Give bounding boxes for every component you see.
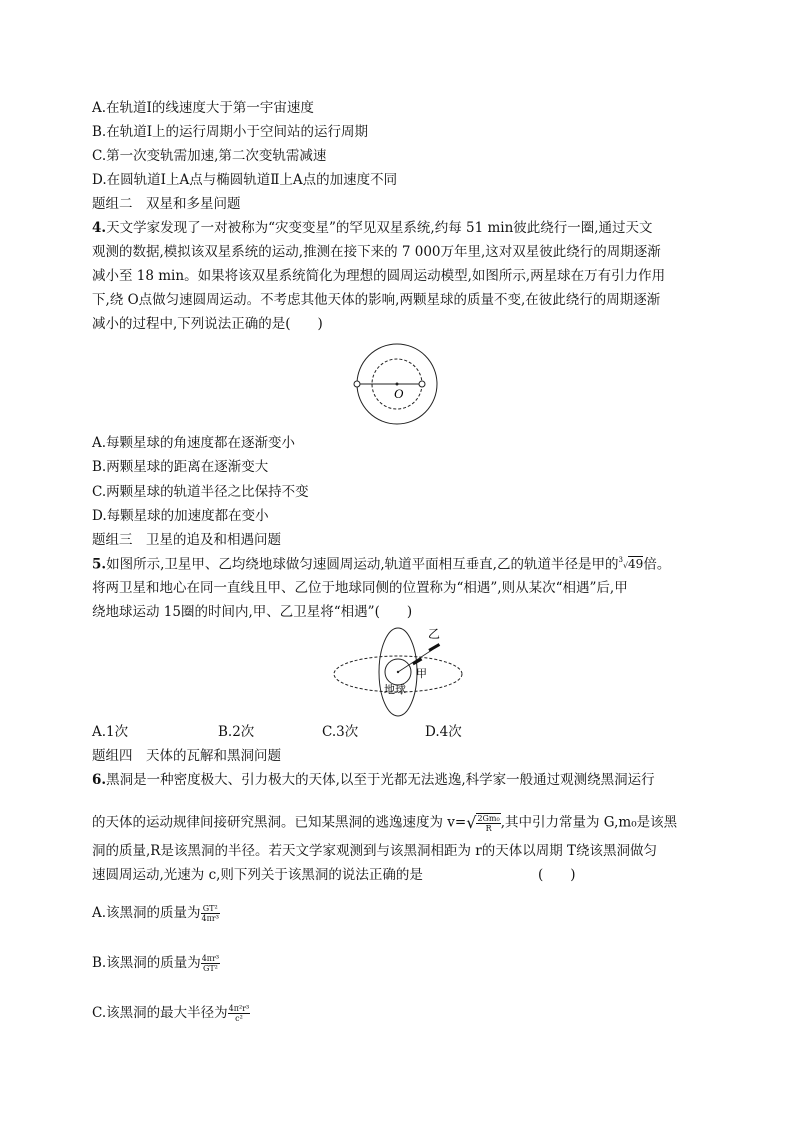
q5-option-c: C.3次 bbox=[322, 724, 359, 740]
q6-option-c bbox=[92, 1004, 250, 1023]
option-a-numerator: GT² bbox=[201, 904, 220, 914]
q6-text-2-pre: 的天体的运动规律间接研究黑洞。已知某黑洞的逃逸速度为 v= bbox=[92, 814, 467, 831]
q3-option-d: D.在圆轨道Ⅰ上A点与椭圆轨道Ⅱ上A点的加速度不同 bbox=[92, 172, 398, 188]
option-b-denominator: GT² bbox=[202, 964, 218, 973]
satellite-yi bbox=[428, 643, 440, 652]
q4-option-d: D.每颗星球的加速度都在变小 bbox=[92, 508, 269, 524]
q4-option-a: A.每颗星球的角速度都在逐渐变小 bbox=[92, 435, 296, 451]
option-c-denominator: c² bbox=[235, 1014, 243, 1023]
label-earth: 地球 bbox=[384, 683, 406, 696]
q6-option-c-text: C.该黑洞的最大半径为 bbox=[92, 1005, 228, 1021]
center-label: O bbox=[394, 386, 404, 401]
q6-option-b-fraction bbox=[201, 954, 220, 973]
q4-option-b: B.两颗星球的距离在逐渐变大 bbox=[92, 459, 269, 475]
q6-text-4: 速圆周运动,光速为 c,则下列关于该黑洞的说法正确的是 bbox=[92, 867, 423, 883]
q6-option-a bbox=[92, 904, 220, 923]
q6-option-c-fraction bbox=[228, 1004, 251, 1023]
root-value: 49 bbox=[628, 557, 644, 571]
label-yi: 乙 bbox=[428, 627, 441, 641]
root-index: 3 bbox=[618, 556, 623, 564]
q5-text-1-end: 倍。 bbox=[643, 556, 671, 573]
q6-line-4 bbox=[92, 866, 576, 884]
satellite-orbit-figure bbox=[330, 624, 465, 720]
cube-root-expression: 3√49 bbox=[618, 556, 644, 571]
q4-number: 4. bbox=[92, 220, 107, 236]
q4-option-c: C.两颗星球的轨道半径之比保持不变 bbox=[92, 484, 309, 500]
q3-option-a: A.在轨道Ⅰ的线速度大于第一宇宙速度 bbox=[92, 100, 314, 116]
q5-option-a: A.1次 bbox=[92, 724, 129, 740]
binary-star-figure bbox=[350, 340, 445, 430]
escape-numerator: 2Gm₀ bbox=[477, 814, 500, 823]
q6-answer-paren: ( ) bbox=[538, 867, 576, 883]
q6-line-3: 洞的质量,R是该黑洞的半径。若天文学家观测到与该黑洞相距为 r的天体以周期 T绕该黑洞做匀 bbox=[92, 843, 657, 859]
q5-number: 5. bbox=[92, 556, 107, 573]
q6-number: 6. bbox=[92, 772, 107, 788]
star-left bbox=[354, 381, 360, 387]
sqrt-sign: √ bbox=[466, 813, 477, 832]
q5-option-d: D.4次 bbox=[425, 724, 462, 740]
section-title-group4: 题组四 天体的瓦解和黑洞问题 bbox=[92, 748, 281, 764]
q5-text-1: 如图所示,卫星甲、乙均绕地球做匀速圆周运动,轨道平面相互垂直,乙的轨道半径是甲的 bbox=[106, 556, 619, 573]
option-c-numerator: 4π²r³ bbox=[228, 1004, 250, 1013]
section-title-group3: 题组三 卫星的追及和相遇问题 bbox=[92, 532, 281, 548]
q6-line-1 bbox=[92, 771, 655, 789]
section-title-group2: 题组二 双星和多星问题 bbox=[92, 196, 241, 212]
q5-line-2: 将两卫星和地心在同一直线且甲、乙位于地球同侧的位置称为“相遇”,则从某次“相遇”后,甲 bbox=[92, 580, 628, 596]
q6-text-1: 黑洞是一种密度极大、引力极大的天体,以至于光都无法逃逸,科学家一般通过观测绕黑洞运行 bbox=[106, 772, 655, 788]
escape-denominator: R bbox=[485, 824, 492, 833]
q3-option-c: C.第一次变轨需加速,第二次变轨需减速 bbox=[92, 148, 327, 164]
escape-velocity-fraction bbox=[476, 813, 500, 833]
star-right bbox=[419, 381, 425, 387]
option-a-denominator: 4πr³ bbox=[201, 914, 219, 923]
q6-option-a-fraction bbox=[201, 904, 220, 923]
q5-option-b: B.2次 bbox=[218, 724, 255, 740]
q6-option-a-text: A.该黑洞的质量为 bbox=[92, 905, 201, 921]
q4-line-4: 下,绕 O点做匀速圆周运动。不考虑其他天体的影响,两颗星球的质量不变,在彼此绕行的周期逐渐 bbox=[92, 292, 661, 308]
q4-line-3: 减小至 18 min。如果将该双星系统简化为理想的圆周运动模型,如图所示,两星球在万有引力作用 bbox=[92, 268, 666, 284]
q6-text-2-post: ,其中引力常量为 G,m₀是该黑 bbox=[500, 814, 678, 831]
q4-line-5: 减小的过程中,下列说法正确的是( ) bbox=[92, 316, 323, 332]
q6-option-b bbox=[92, 954, 220, 973]
q5-line-3: 绕地球运动 15圈的时间内,甲、乙卫星将“相遇”( ) bbox=[92, 604, 413, 620]
q4-line-1 bbox=[92, 219, 653, 237]
label-jia: 甲 bbox=[416, 667, 427, 680]
q5-line-1 bbox=[92, 555, 670, 575]
q4-line-2: 观测的数据,模拟该双星系统的运动,推测在接下来的 7 000万年里,这对双星彼此绕行的周期逐渐 bbox=[92, 244, 661, 260]
q6-line-2 bbox=[92, 813, 677, 833]
q3-option-b: B.在轨道Ⅰ上的运行周期小于空间站的运行周期 bbox=[92, 124, 369, 140]
option-b-numerator: 4πr³ bbox=[201, 954, 220, 963]
q6-option-b-text: B.该黑洞的质量为 bbox=[92, 955, 201, 971]
q4-text-1: 天文学家发现了一对被称为“灾变变星”的罕见双星系统,约每 51 min彼此绕行一圈,通过天文 bbox=[106, 220, 653, 236]
